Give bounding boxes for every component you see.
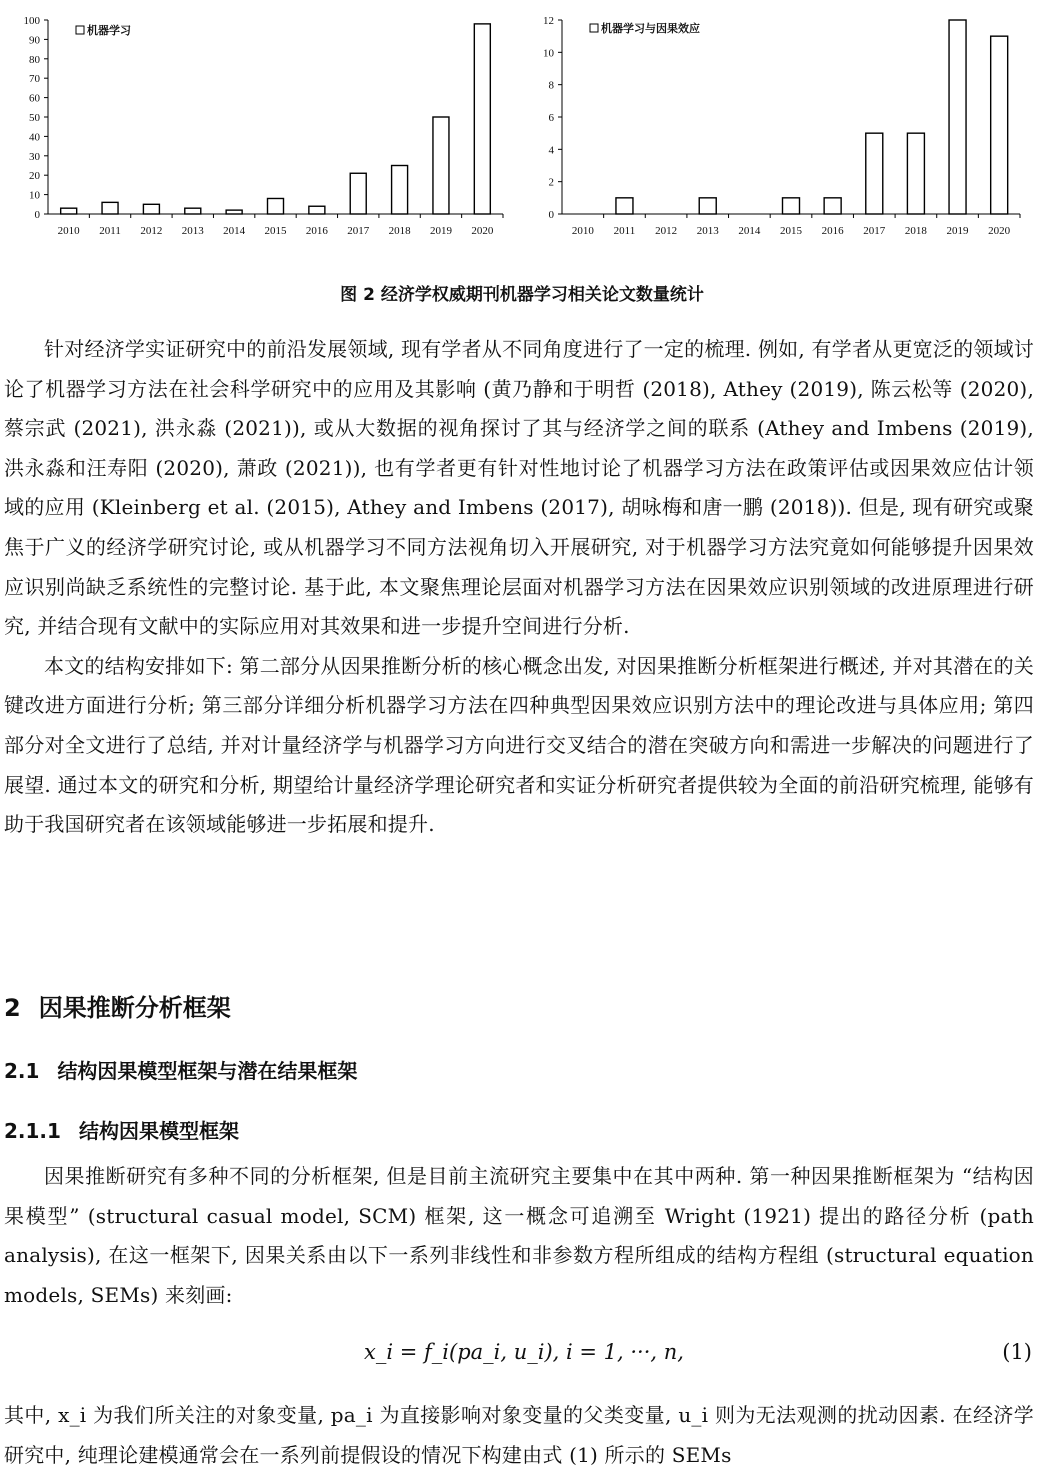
bar [824,198,841,214]
x-tick-label: 2019 [429,225,452,237]
x-tick-label: 2015 [264,225,287,237]
bar [616,198,633,214]
section-heading [4,988,231,1023]
subsubsection-heading [4,1115,239,1144]
bar [102,202,118,214]
bar [392,166,408,215]
y-tick-label: 10 [543,47,554,60]
x-tick-label: 2011 [613,225,636,237]
bar [991,36,1008,214]
equation-number: (1) [1002,1340,1032,1364]
legend-swatch [76,26,84,34]
bar [61,208,77,214]
paragraph: 本文的结构安排如下: 第二部分从因果推断分析的核心概念出发, 对因果推断分析框架进行概述, 并对其潜在的关键改进方面进行分析; 第三部分详细分析机器学习方法在四种典型因果效应识别方法中的理论改进与具体应用; 第四部分对全文进行了总结, 并对计量经济学与机器学习方向进行交叉结合的潜在突破方向和需进一步解决的问题进行了展望. 通过本文的研究和分析, 期望给计量经济学理论研究者和实证分析研究者提供较为全面的前沿研究梳理, 能够有助于我国研究者在该领域能够进一步拓展和提升. [4,653,1034,837]
x-tick-label: 2020 [471,225,494,237]
paragraph: 针对经济学实证研究中的前沿发展领域, 现有学者从不同角度进行了一定的梳理. 例如, 有学者从更宽泛的领域讨论了机器学习方法在社会科学研究中的应用及其影响 (黄乃静和于明哲 (2018), Athey (2019), 陈云松等 (2020), 蔡宗武 (2021), 洪永淼 (2021)), 或从大数据的视角探讨了其与经济学之间的联系 (Athey and Imbens (2019), 洪永淼和汪寿阳 (2020), 萧政 (2021)), 也有学者更有针对性地讨论了机器学习方法在政策评估或因果效应估计领域的应用 (Kleinberg et al. (2015), Athey and Imbens (2017), 胡咏梅和唐一鹏 (2018)). 但是, 现有研究或聚焦于广义的经济学研究讨论, 或从机器学习不同方法视角切入开展研究, 对于机器学习方法究竟如何能够提升因果效应识别尚缺乏系统性的完整讨论. 基于此, 本文聚焦理论层面对机器学习方法在因果效应识别领域的改进原理进行研究, 并结合现有文献中的实际应用对其效果和进一步提升空间进行分析. [4,337,1034,639]
x-tick-label: 2014 [223,225,246,237]
variables-text [4,1396,1034,1475]
section-number: 2 [4,994,21,1022]
bar [866,133,883,214]
y-tick-label: 80 [29,53,40,66]
bar [907,133,924,214]
bar-chart-ml-causal-effect [522,4,1044,246]
subsubsection-number: 2.1.1 [4,1119,61,1143]
y-tick-label: 40 [29,131,40,144]
y-tick-label: 90 [29,34,40,47]
y-tick-label: 20 [29,170,40,183]
equation-1 [0,1340,1044,1376]
legend-swatch [590,24,598,32]
y-tick-label: 8 [548,79,554,92]
bar [309,206,325,214]
x-tick-label: 2016 [821,225,844,237]
y-tick-label: 6 [548,112,554,124]
subsubsection-title: 结构因果模型框架 [78,1119,239,1143]
y-tick-label: 10 [29,189,40,202]
subsection-number: 2.1 [4,1059,40,1083]
y-tick-label: 4 [548,144,554,157]
x-tick-label: 2017 [347,225,370,237]
bar [949,20,966,214]
section-title: 因果推断分析框架 [38,994,231,1022]
chart-canvas [522,4,1044,246]
x-tick-label: 2015 [780,225,802,237]
x-tick-label: 2013 [696,225,719,237]
y-tick-label: 30 [29,150,40,163]
chart-canvas [0,4,520,246]
x-tick-label: 2010 [57,225,80,237]
y-tick-label: 0 [548,209,554,221]
bar [185,208,201,214]
x-tick-label: 2010 [571,225,594,237]
bar-chart-machine-learning [0,4,520,246]
y-tick-label: 2 [548,176,554,189]
x-tick-label: 2012 [140,225,163,237]
x-tick-label: 2012 [655,225,678,237]
subsection-heading [4,1055,357,1084]
y-tick-label: 100 [23,15,40,27]
x-tick-label: 2011 [99,225,121,237]
legend-label: 机器学习与因果效应 [601,23,700,35]
figure-caption: 图 2 经济学权威期刊机器学习相关论文数量统计 [340,285,704,305]
x-tick-label: 2020 [988,225,1011,237]
bar [433,117,449,214]
x-tick-label: 2018 [388,225,411,237]
y-tick-label: 60 [29,92,40,105]
x-tick-label: 2018 [904,225,927,237]
bar [699,198,716,214]
subsection-title: 结构因果模型框架与潜在结果框架 [57,1059,358,1083]
x-tick-label: 2013 [181,225,204,237]
y-tick-label: 0 [34,209,40,221]
legend-label: 机器学习 [87,25,131,37]
bar [268,198,284,214]
bar [143,204,159,214]
bar [783,198,800,214]
paragraph: 其中, x_i 为我们所关注的对象变量, pa_i 为直接影响对象变量的父类变量, u_i 则为无法观测的扰动因素. 在经济学研究中, 纯理论建模通常会在一系列前提假设的情况下构建由式 (1) 所示的 SEMs [4,1403,1034,1467]
scm-text [4,1157,1034,1315]
bar [474,24,490,214]
bar [226,210,242,214]
bar [350,173,366,214]
y-tick-label: 70 [29,73,40,86]
x-tick-label: 2017 [863,225,886,237]
intro-text [4,330,1034,845]
x-tick-label: 2014 [738,225,761,237]
paragraph: 因果推断研究有多种不同的分析框架, 但是目前主流研究主要集中在其中两种. 第一种因果推断框架为 “结构因果模型” (structural casual model, SCM) 框架, 这一概念可追溯至 Wright (1921) 提出的路径分析 (path analysis), 在这一框架下, 因果关系由以下一系列非线性和非参数方程所组成的结构方程组 (structural equation models, SEMs) 来刻画: [4,1164,1034,1307]
x-tick-label: 2016 [305,225,328,237]
y-tick-label: 12 [543,15,554,27]
y-tick-label: 50 [29,112,40,124]
equation-body: x_i = f_i(pa_i, u_i), i = 1, ···, n, [364,1340,684,1364]
x-tick-label: 2019 [946,225,969,237]
